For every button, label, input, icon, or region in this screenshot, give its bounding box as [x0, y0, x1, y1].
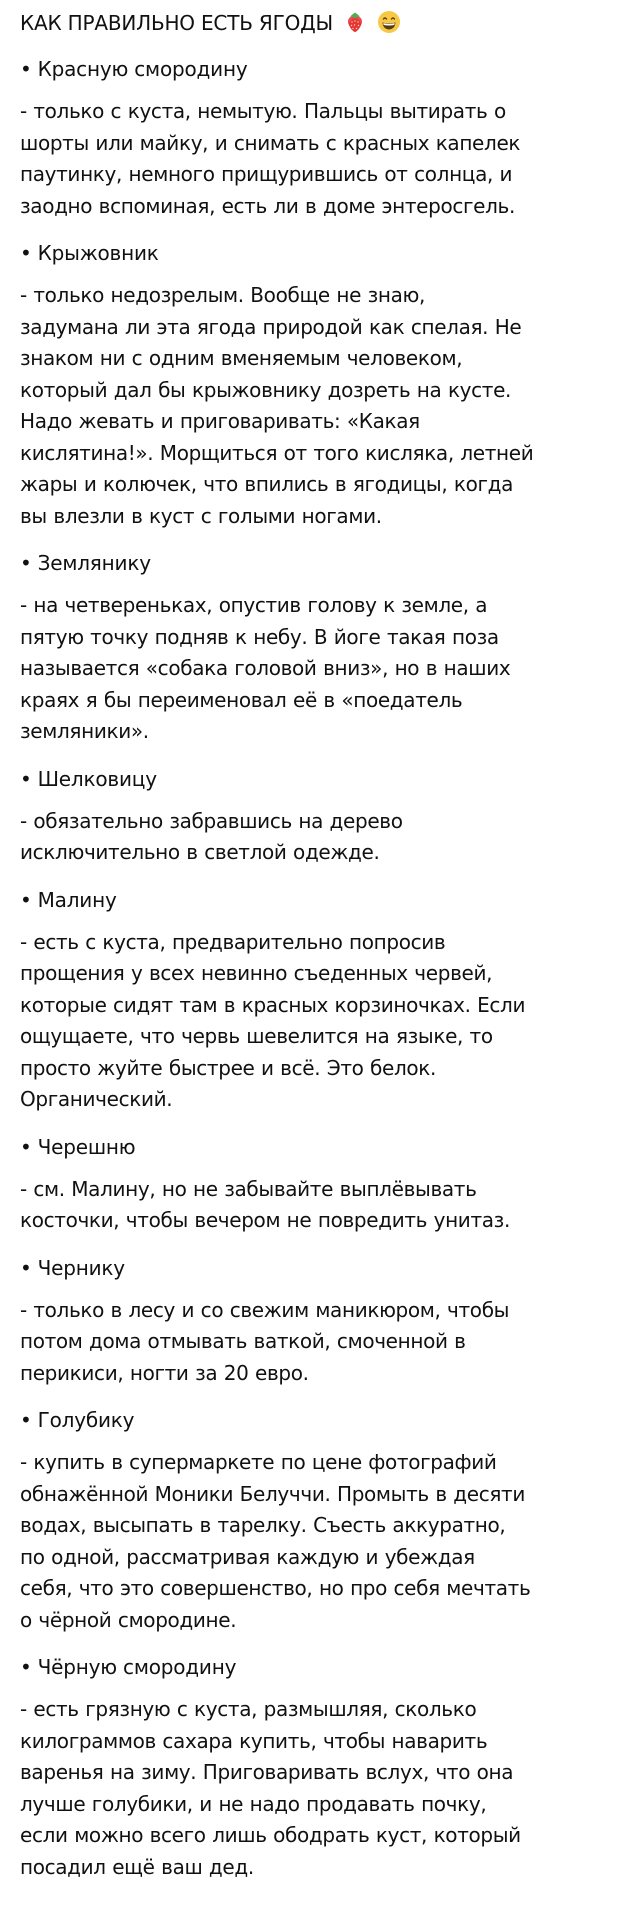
berry-section: [20, 54, 601, 222]
bullet-marker: •: [20, 887, 32, 912]
description-line: - на четвереньках, опустив голову к земле, а: [20, 593, 488, 617]
description-line: исключительно в светлой одежде.: [20, 840, 380, 864]
article-title: КАК ПРАВИЛЬНО ЕСТЬ ЯГОДЫ: [20, 11, 334, 35]
description-line: - только с куста, немытую. Пальцы вытирать о: [20, 99, 506, 123]
berry-heading: [20, 54, 601, 84]
description-line: которые сидят там в красных корзиночках. Если: [20, 992, 526, 1017]
berry-description: [20, 280, 601, 532]
bullet-marker: •: [20, 1134, 32, 1159]
bullet-marker: •: [20, 241, 32, 265]
berry-description: [20, 806, 601, 869]
grinning-face-icon: [377, 10, 401, 42]
berry-heading: [20, 1253, 601, 1283]
description-line: - см. Малину, но не забывайте выплёвывать: [20, 1176, 477, 1201]
berry-description: [20, 1295, 601, 1390]
berry-section: [20, 238, 601, 532]
berry-description: [20, 927, 601, 1116]
description-line: пятую точку подняв к небу. В йоге такая поза: [20, 624, 499, 649]
description-line: по одной, рассматривая каждую и убеждая: [20, 1544, 475, 1569]
description-line: лучше голубики, и не надо продавать почку,: [20, 1791, 487, 1816]
berry-description: [20, 1447, 601, 1636]
berry-section: [20, 885, 601, 1116]
description-line: кислятина!». Морщиться от того кисляка, летней: [20, 440, 534, 465]
berry-heading: [20, 1132, 601, 1162]
description-line: Органический.: [20, 1087, 173, 1111]
berry-heading: [20, 764, 601, 794]
description-line: паутинку, немного прищурившись от солнца, и: [20, 162, 513, 186]
berry-heading: [20, 238, 601, 268]
berry-heading-text: Крыжовник: [37, 241, 159, 265]
berry-section: [20, 1132, 601, 1237]
berry-heading-text: Голубику: [37, 1408, 135, 1432]
bullet-marker: •: [20, 551, 32, 575]
berry-heading-text: Чёрную смородину: [37, 1655, 237, 1679]
description-line: перикиси, ногти за 20 евро.: [20, 1360, 309, 1385]
description-line: - есть с куста, предварительно попросив: [20, 929, 446, 954]
description-line: если можно всего лишь ободрать куст, который: [20, 1823, 521, 1847]
description-line: который дал бы крыжовнику дозреть на кусте.: [20, 377, 512, 402]
berry-section: [20, 1405, 601, 1636]
berry-section: [20, 1652, 601, 1883]
description-line: называется «собака головой вниз», но в наших: [20, 656, 511, 680]
berry-heading: [20, 1405, 601, 1435]
description-line: посадил ещё ваш дед.: [20, 1854, 254, 1879]
description-line: обнажённой Моники Белуччи. Промыть в десяти: [20, 1481, 526, 1506]
berry-sections: [20, 54, 601, 1883]
berry-heading: [20, 548, 601, 578]
berry-heading-text: Шелковицу: [37, 766, 157, 791]
berry-section: [20, 1253, 601, 1390]
description-line: задумана ли эта ягода природой как спелая. Не: [20, 314, 522, 339]
berry-description: [20, 1694, 601, 1883]
description-line: ощущаете, что червь шевелится на языке, то: [20, 1024, 493, 1048]
article-title-row: [20, 8, 601, 42]
description-line: заодно вспоминая, есть ли в доме энтеросгель.: [20, 193, 516, 218]
berry-description: [20, 96, 601, 222]
bullet-marker: •: [20, 1408, 32, 1432]
description-line: косточки, чтобы вечером не повредить унитаз.: [20, 1208, 510, 1232]
bullet-marker: •: [20, 57, 32, 81]
description-line: земляники».: [20, 719, 149, 743]
bullet-marker: •: [20, 766, 32, 791]
bullet-marker: •: [20, 1655, 32, 1679]
berry-description: [20, 1174, 601, 1237]
description-line: - обязательно забравшись на дерево: [20, 808, 403, 833]
description-line: водах, высыпать в тарелку. Съесть аккуратно,: [20, 1513, 506, 1537]
description-line: краях я бы переименовал её в «поедатель: [20, 687, 463, 712]
description-line: себя, что это совершенство, но про себя мечтать: [20, 1576, 531, 1600]
description-line: о чёрной смородине.: [20, 1607, 237, 1632]
berry-heading: [20, 885, 601, 915]
berry-heading: [20, 1652, 601, 1682]
description-line: прощения у всех невинно съеденных червей,: [20, 961, 493, 985]
description-line: - только недозрелым. Вообще не знаю,: [20, 283, 425, 307]
description-line: знаком ни с одним вменяемым человеком,: [20, 346, 463, 370]
description-line: потом дома отмывать ваткой, смоченной в: [20, 1329, 466, 1353]
description-line: Надо жевать и приговаривать: «Какая: [20, 409, 420, 433]
description-line: просто жуйте быстрее и всё. Это белок.: [20, 1055, 437, 1080]
berry-heading-text: Красную смородину: [37, 57, 248, 81]
berry-heading-text: Чернику: [37, 1255, 125, 1280]
description-line: жары и колючек, что впились в ягодицы, когда: [20, 472, 514, 496]
description-line: - только в лесу и со свежим маникюром, чтобы: [20, 1297, 510, 1322]
description-line: - купить в супермаркете по цене фотографий: [20, 1450, 497, 1474]
berry-section: [20, 764, 601, 869]
description-line: шорты или майку, и снимать с красных капелек: [20, 130, 521, 155]
description-line: килограммов сахара купить, чтобы наварить: [20, 1728, 488, 1753]
bullet-marker: •: [20, 1255, 32, 1280]
description-line: варенья на зиму. Приговаривать вслух, что она: [20, 1760, 514, 1784]
berry-heading-text: Малину: [37, 887, 117, 912]
description-line: - есть грязную с куста, размышляя, сколько: [20, 1697, 477, 1721]
berry-heading-text: Черешню: [37, 1134, 136, 1159]
berry-heading-text: Землянику: [37, 551, 151, 575]
berry-description: [20, 590, 601, 748]
berry-section: [20, 548, 601, 748]
description-line: вы влезли в куст с голыми ногами.: [20, 503, 382, 528]
strawberry-icon: [343, 10, 367, 42]
